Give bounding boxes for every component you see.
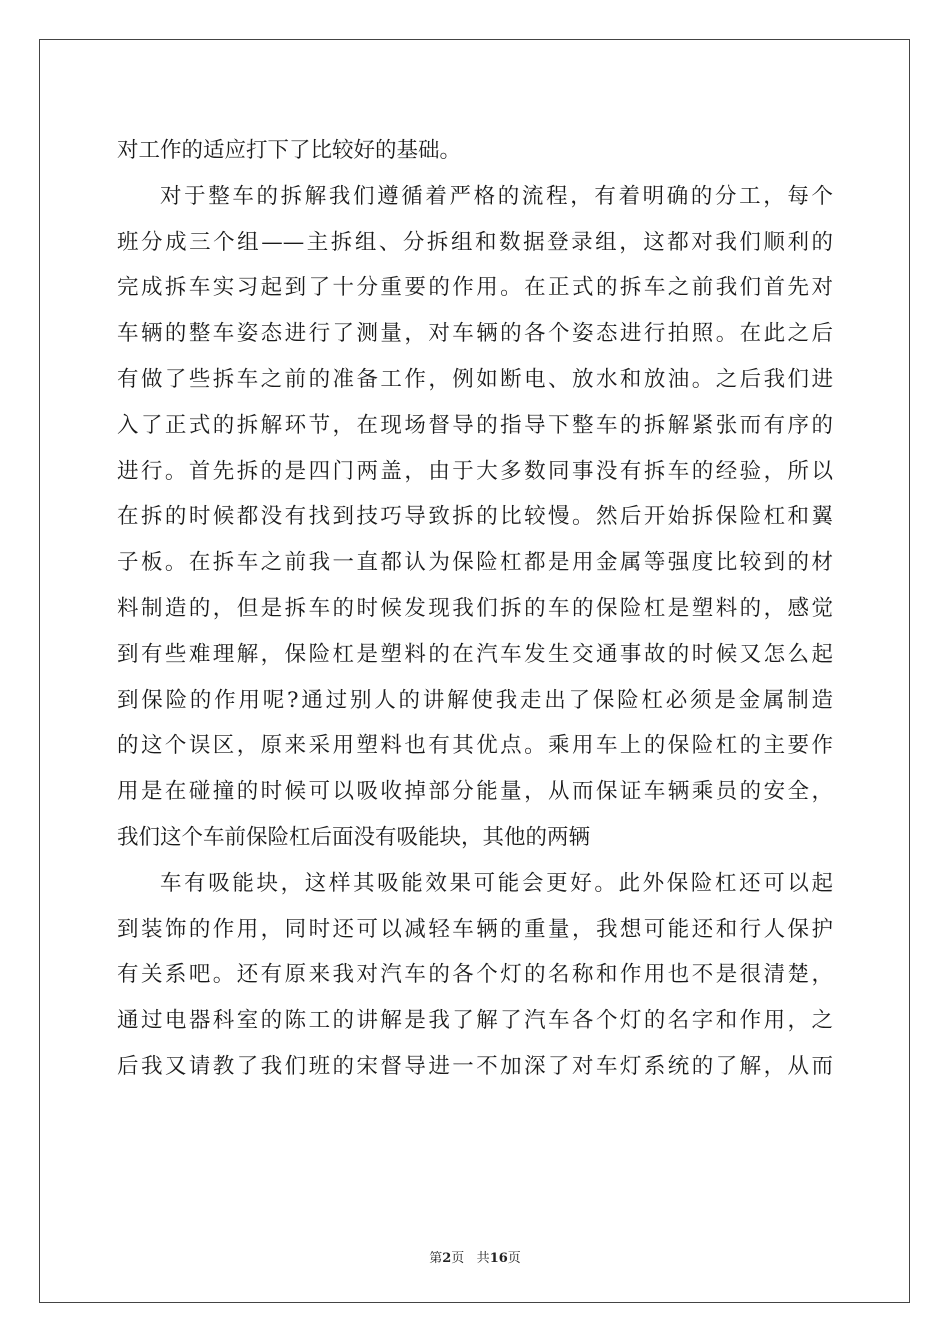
text-line: 子板。在拆车之前我一直都认为保险杠都是用金属等强度比较到的材 — [117, 550, 833, 576]
text-line: 车辆的整车姿态进行了测量，对车辆的各个姿态进行拍照。在此之后 — [117, 321, 833, 347]
footer-total-suffix: 页 — [507, 1251, 521, 1266]
text-line: 完成拆车实习起到了十分重要的作用。在正式的拆车之前我们首先对 — [117, 275, 833, 301]
text-line: 到保险的作用呢?通过别人的讲解使我走出了保险杠必须是金属制造 — [117, 687, 833, 713]
footer-total-prefix: 共 — [476, 1251, 490, 1266]
text-line: 后我又请教了我们班的宋督导进一不加深了对车灯系统的了解，从而 — [117, 1053, 833, 1079]
text-line: 有关系吧。还有原来我对汽车的各个灯的名称和作用也不是很清楚， — [117, 962, 833, 988]
page-footer — [0, 1247, 950, 1266]
text-line: 对于整车的拆解我们遵循着严格的流程，有着明确的分工，每个 — [160, 183, 833, 209]
text-line: 用是在碰撞的时候可以吸收掉部分能量，从而保证车辆乘员的安全， — [117, 779, 833, 805]
text-line: 在拆的时候都没有找到技巧导致拆的比较慢。然后开始拆保险杠和翼 — [117, 504, 833, 530]
text-line: 通过电器科室的陈工的讲解是我了解了汽车各个灯的名字和作用，之 — [117, 1008, 833, 1034]
text-line: 入了正式的拆解环节，在现场督导的指导下整车的拆解紧张而有序的 — [117, 412, 833, 438]
text-line: 到有些难理解，保险杠是塑料的在汽车发生交通事故的时候又怎么起 — [117, 641, 833, 667]
text-line: 到装饰的作用，同时还可以减轻车辆的重量，我想可能还和行人保护 — [117, 916, 833, 942]
text-line: 车有吸能块，这样其吸能效果可能会更好。此外保险杠还可以起 — [160, 870, 833, 896]
text-line: 我们这个车前保险杠后面没有吸能块，其他的两辆 — [117, 824, 591, 850]
footer-page-number: 2 — [442, 1251, 452, 1266]
text-line: 料制造的，但是拆车的时候发现我们拆的车的保险杠是塑料的，感觉 — [117, 595, 833, 621]
text-line: 班分成三个组——主拆组、分拆组和数据登录组，这都对我们顺利的 — [117, 229, 833, 255]
text-line: 的这个误区，原来采用塑料也有其优点。乘用车上的保险杠的主要作 — [117, 733, 833, 759]
footer-page-suffix: 页 — [451, 1251, 465, 1266]
footer-total-pages: 16 — [489, 1251, 508, 1266]
text-line: 有做了些拆车之前的准备工作，例如断电、放水和放油。之后我们进 — [117, 366, 833, 392]
text-line: 进行。首先拆的是四门两盖，由于大多数同事没有拆车的经验，所以 — [117, 458, 833, 484]
footer-prefix: 第 — [429, 1251, 443, 1266]
text-line: 对工作的适应打下了比较好的基础。 — [117, 138, 462, 163]
document-body — [117, 128, 833, 1090]
